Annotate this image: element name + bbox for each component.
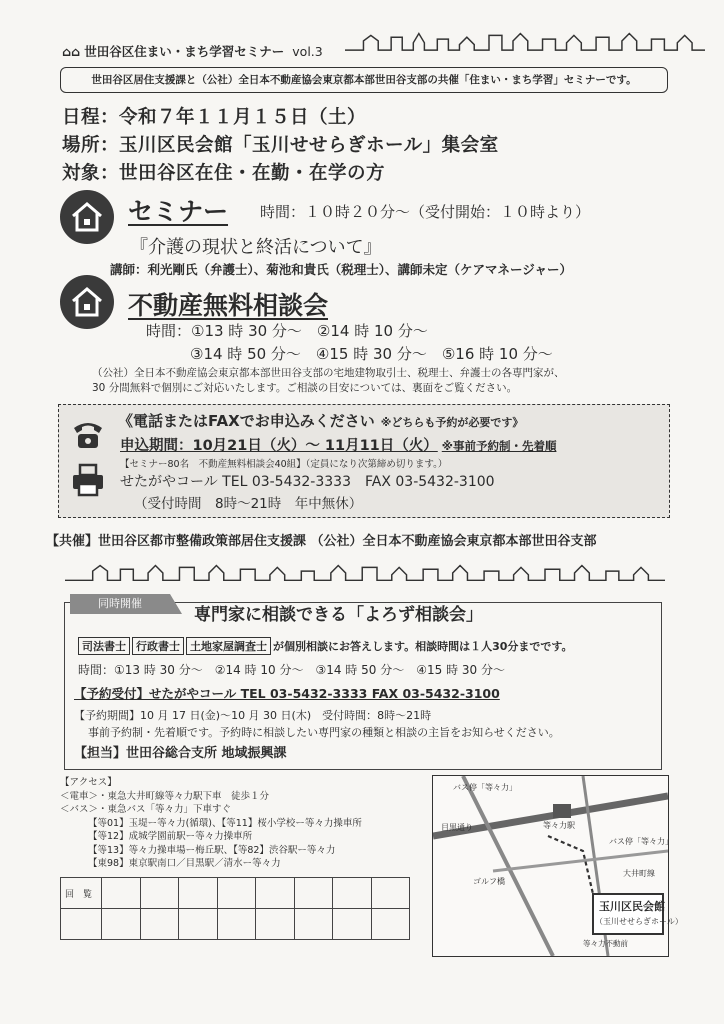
apply-headline: 《電話またはFAXでお申込みください ※どちらも予約が必要です》 <box>118 412 524 430</box>
apply-contact: せたがやコール TEL 03-5432-3333 FAX 03-5432-3100 <box>120 474 495 490</box>
consult-note-line1: （公社）全日本不動産協会東京都本部世田谷支部の宅地建物取引士、税理士、弁護士の各専門家が、 <box>92 367 565 379</box>
circulation-table <box>60 877 410 940</box>
event-date: 日程：令和７年１１月１５日（土） <box>62 107 367 128</box>
map-hall-name: 玉川区民会館 <box>599 900 665 913</box>
simultaneous-reserve: 【予約受付】せたがやコール TEL 03-5432-3333 FAX 03-5432-3100 <box>74 686 500 701</box>
circulation-label: 回 覧 <box>61 878 102 909</box>
expert-badge: 司法書士 <box>78 637 130 655</box>
simultaneous-charge: 【担当】世田谷総合支所 地域振興課 <box>74 746 287 761</box>
skyline-divider-decoration <box>40 560 690 584</box>
house-icon <box>60 190 114 244</box>
house-icon <box>60 275 114 329</box>
access-info: 【アクセス】 ＜電車＞・東急大井町線等々力駅下車 徒歩１分 ＜バス＞・東急バス「等々力」下車すぐ 【等01】玉堤ー等々力(循環)、【等11】桜小学校ー等々力操車所 【等12】成城学園前駅ー等々力操車所 【等13】等々力操車場ー梅丘駅、【等82】渋谷駅ー等々力 【東98】東京駅南口／目黒駅／清水ー等々力 <box>60 777 362 869</box>
seminar-time: 時間：１０時２０分～（受付開始：１０時より） <box>260 203 591 221</box>
consult-time-line1: 時間：①13 時 30 分～ ②14 時 10 分～ <box>146 322 428 340</box>
consult-time-line2: ③14 時 50 分～ ④15 時 30 分～ ⑤16 時 10 分～ <box>190 345 553 363</box>
simultaneous-title: 専門家に相談できる「よろず相談会」 <box>194 605 483 625</box>
fax-icon <box>70 462 106 498</box>
series-title: ⌂⌂ 世田谷区住まい・まち学習セミナー vol.3 <box>62 44 323 59</box>
access-map <box>432 775 683 957</box>
map-drawing <box>433 776 668 956</box>
seminar-lecturers: 講師：利光剛氏（弁護士）、菊池和貴氏（税理士）、講師未定（ケアマネージャー） <box>110 262 573 277</box>
consult-title: 不動産無料相談会 <box>128 291 329 320</box>
simultaneous-reserve-note: 事前予約制・先着順です。予約時に相談したい専門家の種類と相談の主旨をお知らせください。 <box>88 726 560 739</box>
event-place: 場所：玉川区民会館「玉川せせらぎホール」集会室 <box>62 135 499 156</box>
seminar-title: セミナー <box>128 197 229 226</box>
cohost-banner: 世田谷区居住支援課と（公社）全日本不動産協会東京都本部世田谷支部の共催「住まい・まち学習」セミナーです。 <box>60 67 668 93</box>
experts-line: 司法書士 行政書士 土地家屋調査士 が個別相談にお答えします。相談時間は１人30分までです。 <box>78 637 573 655</box>
simultaneous-tab: 同時開催 <box>70 594 170 614</box>
house-outline-icon: ⌂⌂ <box>62 44 80 59</box>
skyline-top-decoration <box>330 28 720 52</box>
simultaneous-time: 時間：①13 時 30 分～ ②14 時 10 分～ ③14 時 50 分～ ④15 時 30 分～ <box>78 663 505 677</box>
map-fudo: 等々力不動前 <box>583 939 628 948</box>
event-target: 対象：世田谷区在住・在勤・在学の方 <box>62 163 386 184</box>
map-station: 等々力駅 <box>543 821 575 830</box>
map-golf-bridge: ゴルフ橋 <box>473 877 505 886</box>
telephone-icon <box>70 416 106 452</box>
consult-note-line2: 30 分間無料で個別にご対応いたします。ご相談の目安については、裏面をご覧ください。 <box>92 382 518 394</box>
seminar-theme: 『介護の現状と終活について』 <box>130 237 382 258</box>
map-bus-stop-2: バス停「等々力」 <box>609 837 673 846</box>
expert-badge: 行政書士 <box>132 637 184 655</box>
expert-badge: 土地家屋調査士 <box>186 637 271 655</box>
map-hall-sub: （玉川せせらぎホール） <box>595 917 683 926</box>
map-bus-stop: バス停「等々力」 <box>453 783 517 792</box>
map-line: 大井町線 <box>623 869 655 878</box>
apply-period: 申込期間：10月21日（火）～ 11月11日（火） ※事前予約制・先着順 <box>120 438 557 454</box>
apply-capacity: 【セミナー80名 不動産無料相談会40組】（定員になり次第締め切ります。） <box>120 459 448 470</box>
cohosts: 【共催】世田谷区都市整備政策部居住支援課 （公社）全日本不動産協会東京都本部世田谷支部 <box>46 534 597 549</box>
map-road: 目黒通り <box>441 823 473 832</box>
apply-hours: （受付時間 8時～21時 年中無休） <box>134 496 363 512</box>
simultaneous-reserve-period: 【予約期間】10 月 17 日(金)～10 月 30 日(木) 受付時間：8時～21時 <box>74 709 432 722</box>
